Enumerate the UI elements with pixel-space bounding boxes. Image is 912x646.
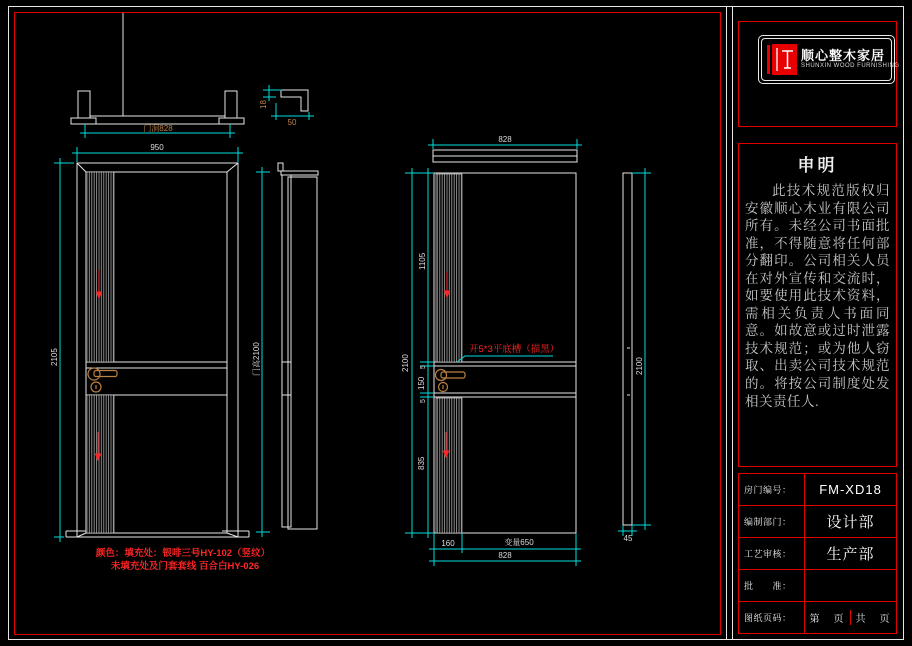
plan-opening-label: 门洞828 bbox=[143, 124, 173, 133]
mid-bottom-left-label: 160 bbox=[441, 539, 455, 548]
door-handle bbox=[88, 368, 117, 392]
page-number-right: 共 页 bbox=[850, 610, 896, 625]
table-row bbox=[739, 538, 896, 570]
left-side-view bbox=[278, 163, 318, 529]
mid-seg-groove-a-label: 5 bbox=[420, 365, 427, 369]
mid-fluted-panel-lower bbox=[436, 398, 462, 533]
logo-plaque bbox=[758, 35, 900, 84]
mid-door-handle bbox=[436, 370, 466, 392]
table-row bbox=[739, 506, 896, 538]
right-side-view-height-label: 2100 bbox=[635, 357, 644, 375]
left-side-view-height-label: 门高2100 bbox=[252, 342, 261, 376]
logo-mark-icon bbox=[772, 44, 797, 75]
page-number-value bbox=[805, 602, 896, 633]
mid-bottom-total-label: 828 bbox=[498, 551, 512, 560]
logo-subtitle: SHUNXIN WOOD FURNISHING bbox=[801, 63, 900, 69]
approval-value bbox=[805, 570, 896, 601]
groove-note-leader bbox=[457, 356, 553, 362]
declaration-box bbox=[738, 143, 897, 467]
left-elevation-height-label: 2105 bbox=[50, 348, 59, 366]
color-note-line1: 颜色：填充处：银啡三号HY-102（竖纹） bbox=[95, 548, 271, 559]
plan-section-view bbox=[71, 13, 244, 124]
mid-bottom-var-label: 变量650 bbox=[504, 538, 534, 547]
table-row bbox=[739, 602, 896, 633]
mid-seg-groove-b-label: 5 bbox=[420, 399, 427, 403]
table-row bbox=[739, 570, 896, 602]
fluted-panel-lower bbox=[86, 395, 114, 533]
prepared-by-value: 设计部 bbox=[826, 514, 875, 531]
mid-total-height-label: 2100 bbox=[401, 354, 410, 372]
mid-seg-handle-label: 150 bbox=[417, 376, 426, 390]
casing-thickness-label: 18 bbox=[259, 100, 268, 109]
mid-top-width-label: 828 bbox=[498, 135, 512, 144]
groove-note-label: 开5*3平底槽（描黑） bbox=[469, 344, 560, 355]
door-number-label: 房门编号： bbox=[739, 474, 805, 505]
process-review-value: 生产部 bbox=[826, 546, 875, 563]
logo-title: 顺心整木家居 bbox=[801, 48, 886, 63]
casing-width-label: 50 bbox=[287, 118, 297, 127]
fluted-panel-upper bbox=[86, 172, 114, 362]
mid-left-dimensions bbox=[405, 168, 434, 538]
casing-profile bbox=[281, 90, 308, 111]
process-review-label: 工艺审核： bbox=[739, 538, 805, 569]
right-side-view bbox=[623, 173, 632, 525]
color-note-line2: 未填充处及门套套线 百合白HY-026 bbox=[110, 561, 260, 572]
right-side-view-thickness-label: 45 bbox=[623, 534, 633, 543]
logo-box bbox=[738, 21, 900, 127]
table-row bbox=[739, 474, 896, 506]
prepared-by-label: 编制部门： bbox=[739, 506, 805, 537]
panel-divider-line bbox=[726, 7, 727, 639]
plan-width-label: 950 bbox=[150, 143, 164, 152]
page-number-left: 第 页 bbox=[809, 614, 846, 625]
mid-seg-bottom-label: 835 bbox=[417, 456, 426, 470]
mid-door-header bbox=[433, 150, 577, 162]
page-number-label: 图纸页码： bbox=[739, 602, 805, 633]
title-block-table bbox=[738, 473, 897, 634]
logo-red-bar bbox=[767, 45, 770, 74]
approval-label: 批 准： bbox=[739, 570, 805, 601]
declaration-title: 申明 bbox=[797, 156, 838, 175]
mid-seg-top-label: 1105 bbox=[418, 252, 427, 270]
mid-fluted-panel-upper bbox=[436, 174, 462, 362]
declaration-body: 此技术规范版权归安徽顺心木业有限公司所有。未经公司书面批准，不得随意将任何部分翻印。公司相关人员在对外宣传和交流时，如要使用此技术资料，需相关负责人书面同意。如故意或过时泄露技术规范；或为他人窃取、出卖公司技术规范的。将按公司制度处发相关责任人. bbox=[745, 183, 890, 409]
panel-divider-line bbox=[732, 7, 733, 639]
door-number-value: FM-XD18 bbox=[819, 482, 882, 497]
